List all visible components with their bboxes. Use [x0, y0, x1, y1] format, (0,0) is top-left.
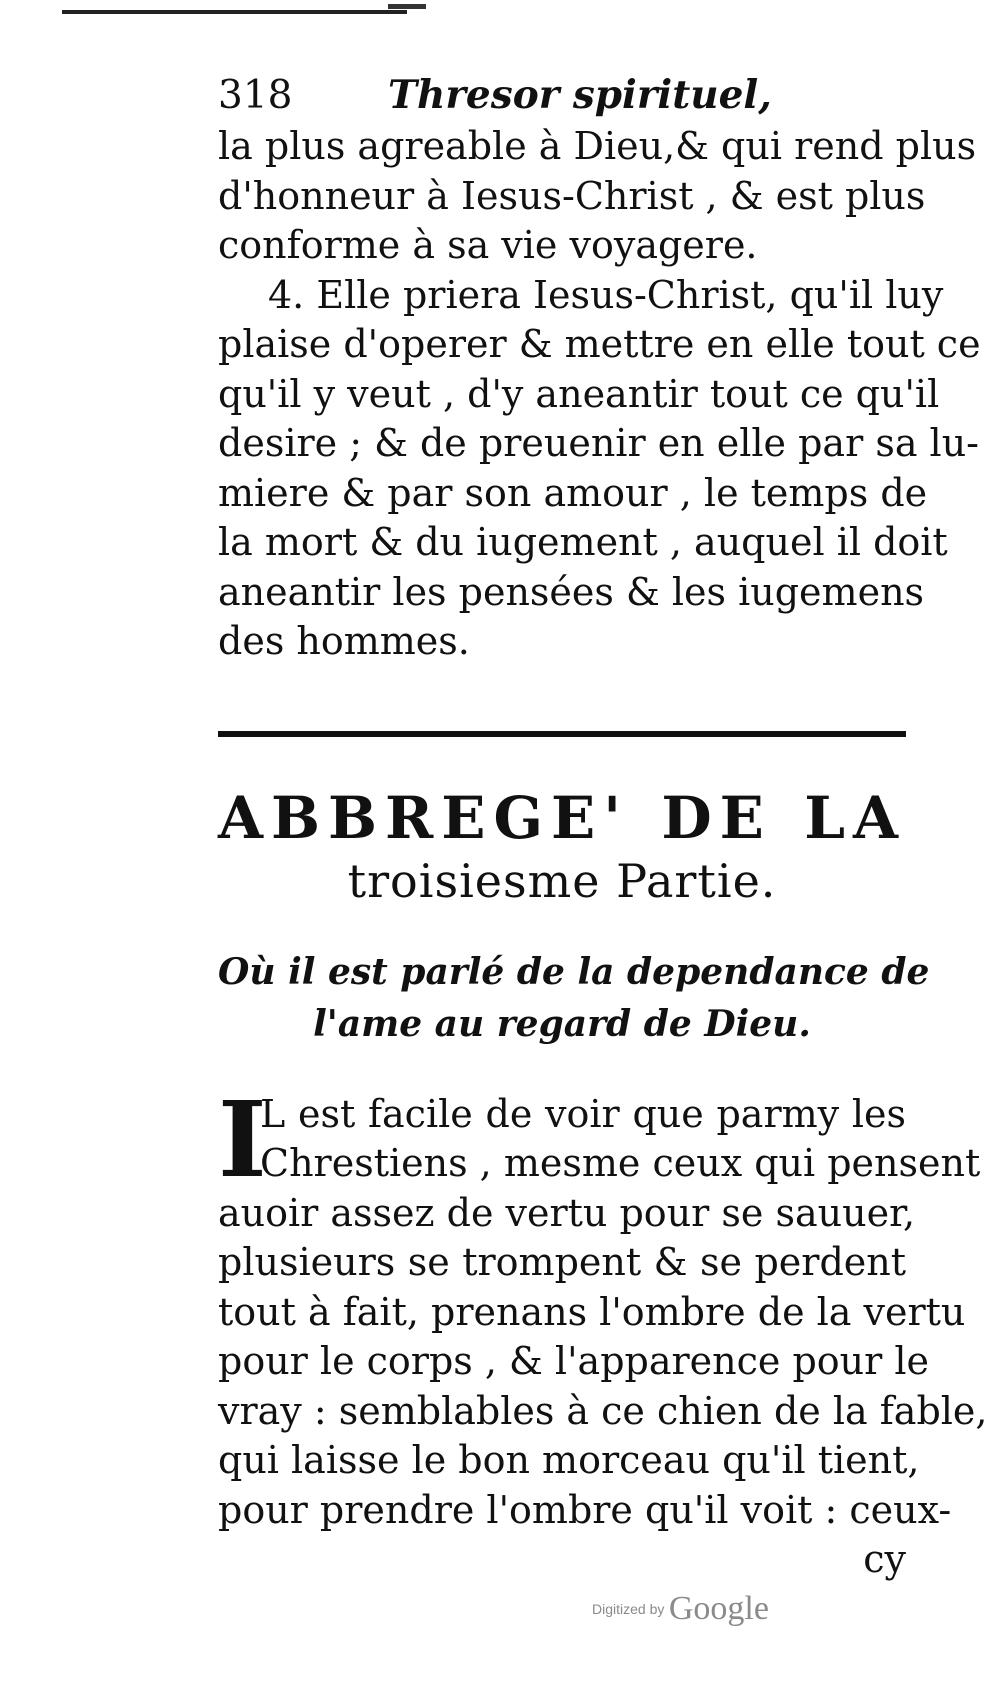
- text-line: qui laisse le bon morceau qu'il tient,: [218, 1438, 920, 1482]
- text-line: miere & par son amour , le temps de: [218, 470, 928, 515]
- paragraph-3: [218, 1077, 988, 1584]
- catchword: cy: [863, 1537, 906, 1581]
- top-border-line: [62, 10, 407, 14]
- page-number: 318: [218, 73, 293, 118]
- section-title: ABBREGE' DE LA: [218, 783, 906, 852]
- text-line: qu'il y veut , d'y aneantir tout ce qu'il: [218, 371, 940, 416]
- section-subtitle: [218, 946, 930, 1050]
- text-line: Chrestiens , mesme ceux qui pensent: [260, 1141, 981, 1185]
- text-line: aneantir les pensées & les iugemens: [218, 569, 925, 614]
- text-line: tout à fait, prenans l'ombre de la vertu: [218, 1289, 966, 1334]
- text-line: la mort & du iugement , auquel il doit: [218, 520, 948, 564]
- text-line: pour prendre l'ombre qu'il voit : ceux-: [218, 1487, 952, 1532]
- watermark-prefix: Digitized by: [592, 1601, 665, 1617]
- google-watermark: [592, 1590, 769, 1628]
- text-line: d'honneur à Iesus-Christ , & est plus: [218, 173, 926, 218]
- paragraph-2: [218, 271, 981, 667]
- text-line: pour le corps , & l'apparence pour le: [218, 1339, 930, 1383]
- google-logo: Google: [668, 1590, 769, 1627]
- text-line: vray : semblables à ce chien de la fable,: [218, 1388, 988, 1433]
- text-line: auoir assez de vertu pour se sauuer,: [218, 1190, 916, 1235]
- drop-cap: I: [218, 1077, 267, 1201]
- subtitle-line: l'ame au regard de Dieu.: [313, 1002, 811, 1045]
- text-line: plusieurs se trompent & se perdent: [218, 1240, 906, 1284]
- paragraph-1: [218, 122, 977, 271]
- text-line: L est facile de voir que parmy les: [260, 1091, 906, 1136]
- top-border-mark: [388, 4, 426, 9]
- book-page: [218, 70, 988, 1583]
- text-line: des hommes.: [218, 619, 470, 663]
- running-title: Thresor spirituel,: [388, 72, 772, 118]
- text-line: conforme à sa vie voyagere.: [218, 223, 758, 267]
- text-line: la plus agreable à Dieu,& qui rend plus: [218, 124, 977, 168]
- section-title-line-2: troisiesme Partie.: [347, 853, 777, 908]
- page-header: [218, 70, 906, 122]
- section-divider: [218, 731, 906, 746]
- text-line: plaise d'operer & mettre en elle tout ce: [218, 322, 981, 366]
- subtitle-line: Où il est parlé de la dependance de: [218, 950, 930, 993]
- text-line: 4. Elle priera Iesus-Christ, qu'il luy: [268, 272, 944, 317]
- text-line: desire ; & de preuenir en elle par sa lu-: [218, 421, 980, 465]
